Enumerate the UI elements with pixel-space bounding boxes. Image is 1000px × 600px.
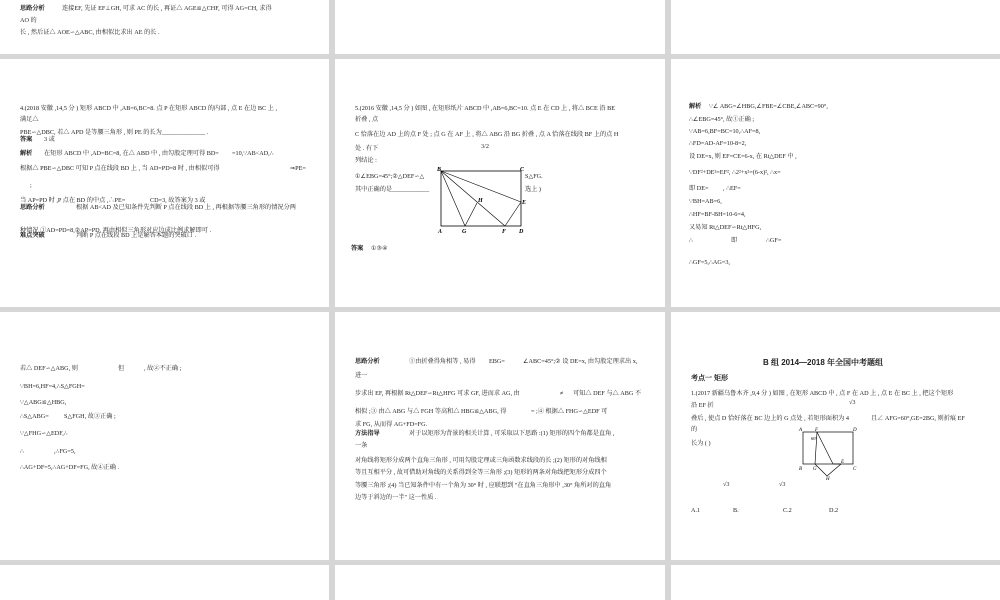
label-C: C <box>853 467 857 472</box>
analysis-text: ∵BH=AB=6, <box>689 198 722 205</box>
text-line: 长 , 然后证△ AOE∽△ABC, 由相似比求出 AE 的长 . <box>20 29 160 36</box>
analysis-text: ∴HF=BF-BH=10-6=4, <box>689 211 746 218</box>
question-text: √3 <box>849 399 856 406</box>
question-text: 其中正确的是____________ <box>355 186 430 193</box>
question-text: 列结论 : <box>355 157 377 164</box>
sqrt-symbol: √3 <box>779 481 786 488</box>
analysis-text: 又易知 Rt△DEF∽Rt△HFG, <box>689 224 762 231</box>
answer-label: 答案 <box>20 136 33 143</box>
method-text: 等且互相平分 , 故可借助对角线的关系得到全等三角形 ;(3) 矩形的两条对角线把矩形分成四个 <box>355 469 607 476</box>
analysis-label: 解析 <box>20 150 33 157</box>
page-4 <box>0 59 329 307</box>
analysis-text: 即 DE= <box>689 185 709 192</box>
analysis-text: ∵BH=6,HF=4,∴S△FGH= <box>20 383 85 390</box>
option-d: D.2 <box>829 507 839 514</box>
label-B: B <box>799 467 803 472</box>
question-text: 沿 EF 折 <box>691 402 714 409</box>
option-b: B. <box>733 507 739 514</box>
text-line: 连接EF, 先证 EF⊥GH, 可求 AC 的长 , 再证△ AGE≌△CHF, 可得 AG=CH, 求得 <box>62 5 272 12</box>
page-2 <box>335 0 665 54</box>
question-text: 长为 ( ) <box>691 440 711 447</box>
thought-text: = ;④ 根据△ FHG∽△EDF 可 <box>531 408 608 415</box>
fraction: 3/2 <box>481 143 489 150</box>
section-title: B 组 2014—2018 年全国中考题组 <box>763 358 884 367</box>
analysis-text: 当 AP=PD 时 ,P 点在 BD 的中点 ,∴PE= <box>20 197 126 204</box>
difficulty-text: 判断 P 点在线段 BD 上是解答本题的突破口 . <box>76 232 197 239</box>
method-text: 对角线将矩形分成两个直角三角形 , 可用勾股定理或三角函数求线段的长 ;(2) 矩形的对角线相 <box>355 457 607 464</box>
page-5 <box>335 59 665 307</box>
page-9 <box>671 312 1000 560</box>
analysis-text: ∵△ABG≌△HBG, <box>20 399 67 406</box>
label-A: A <box>799 428 803 433</box>
analysis-text: , 故②不正确 ; <box>144 365 182 372</box>
thought-text: ①由折叠得角相等 , 易得 <box>409 358 476 365</box>
answer-text: 3 或 <box>44 136 55 143</box>
label-E: E <box>522 200 527 206</box>
thought-text: EBG= <box>489 358 505 365</box>
analysis-text: 但 <box>118 365 125 372</box>
analysis-text: ∴AG+DF=5,∴AG+DF=FG, 故④正确 . <box>20 464 120 471</box>
method-text: 等腰三角形 ;(4) 当已知条件中有一个角为 30° 时 , 应联想到 "在直角三角形中 ,30° 角所对的直角 <box>355 482 612 489</box>
thought-text: 相似 ;③ 由△ ABG 与△ FGH 等高和△ HBG≌△ABG, 得 <box>355 408 507 415</box>
thought-text: 求 FG, 从而得 AG+FD=FG. <box>355 421 428 428</box>
method-text: 一条 <box>355 442 368 449</box>
analysis-text: S△FGH, 故③正确 ; <box>64 413 116 420</box>
analysis-text: ∴GF= <box>766 237 782 244</box>
page-7 <box>0 312 329 560</box>
rectangle-fold-diagram <box>797 424 867 480</box>
analysis-text: CD=3, 故答案为 3 或 <box>150 197 206 204</box>
page-3 <box>671 0 1000 54</box>
analysis-text: ∵AB=6,BF=BC=10,∴AF=8, <box>689 128 761 135</box>
analysis-text: , ∴EF= <box>723 185 741 192</box>
analysis-text: =10,∵AB<AD,∴ <box>232 150 274 157</box>
thought-text: 可知△ DEF 与△ ABG 不 <box>573 390 642 397</box>
question-text: 折叠 , 点 <box>355 116 379 123</box>
text-line: AO 的 <box>20 17 37 24</box>
question-text: 且∠ AFG=60°,GE=2BG, 则折痕 EF <box>871 415 965 422</box>
analysis-text: ∴ <box>20 448 24 455</box>
label-E: E <box>841 460 845 465</box>
thought-label: 思路分析 <box>20 204 45 211</box>
analysis-text: ∴ <box>689 237 693 244</box>
analysis-text: ∵△FHG∽△EDF,∴ <box>20 430 68 437</box>
thought-label: 思路分析 <box>355 358 380 365</box>
analysis-text: ∵∠ ABG=∠HBG,∠FBE=∠CBE,∠ABC=90°, <box>709 103 828 110</box>
label-C: C <box>520 167 525 173</box>
label-F: F <box>502 229 507 235</box>
page-10 <box>0 565 329 600</box>
label-G: G <box>462 229 467 235</box>
label-angle: 60° <box>811 436 818 441</box>
thought-text: 根据 AB<AD 及已知条件先判断 P 点在线段 BD 上 , 再根据等腰三角形的情况分两 <box>76 204 296 211</box>
analysis-text: ⇒PE= <box>290 165 306 172</box>
question-text: 5.(2016 安徽 ,14,5 分 ) 如图 , 在矩形纸片 ABCD 中 ,AB=6,BC=10. 点 E 在 CD 上 , 将△ BCE 沿 BE <box>355 105 615 112</box>
page-1 <box>0 0 329 54</box>
analysis-text: 设 DE=x, 则 EF=CE=6-x, 在 Rt△DEF 中 , <box>689 153 797 160</box>
analysis-text: ; <box>30 182 32 189</box>
question-text: 处 . 有下 <box>355 145 379 152</box>
question-text: PBE∽△DBC, 若△ APD 是等腰三角形 , 则 PE 的长为______________ . <box>20 129 209 136</box>
difficulty-label: 难点突破 <box>20 232 45 239</box>
page-6 <box>671 59 1000 307</box>
question-text: 满足△ <box>20 116 39 123</box>
answer-text: ①③④ <box>371 245 388 252</box>
method-text: 对于以矩形为背景的相关计算 , 可采取以下思路 :(1) 矩形的四个角都是直角 , <box>409 430 615 437</box>
thought-text: 进一 <box>355 372 368 379</box>
analysis-text: ∴∠EBG=45°, 故①正确 ; <box>689 116 755 123</box>
label-B: B <box>437 167 442 173</box>
question-text: 的 <box>691 426 698 433</box>
analysis-text: ∴FD=AD-AF=10-8=2, <box>689 140 747 147</box>
page-12 <box>671 565 1000 600</box>
label-H: H <box>826 477 830 480</box>
analysis-text: 在矩形 ABCD 中 ,AD=BC=8, 在△ ABD 中 , 由勾股定理可得 BD= <box>44 150 219 157</box>
thought-text: 步求出 EF, 再根据 Rt△DEF∽Rt△HFG 可求 GF, 进而求 AG, 由 <box>355 390 520 397</box>
question-text: S△FG. <box>525 173 543 180</box>
question-text: C 恰落在边 AD 上的点 F 处 ; 点 G 在 AF 上 , 将△ ABG 沿 BG 折叠 , 点 A 恰落在线段 BF 上的点 H <box>355 131 619 138</box>
question-text: ①∠EBG=45°;②△DEF∽△ <box>355 173 425 180</box>
thought-text: 种情况 ①AD=PD=8,②AP=PD, 再由相似三角形对应边成比例求解即可 . <box>20 227 211 234</box>
analysis-label: 解析 <box>689 103 702 110</box>
analysis-text: 即 <box>731 237 738 244</box>
page-8 <box>335 312 665 560</box>
thought-text: ≠ <box>560 390 564 397</box>
section-subtitle: 考点一 矩形 <box>691 375 728 382</box>
fold-diagram <box>435 165 545 235</box>
thought-text: ∠ABC=45°;② 设 DE=x, 由勾股定理求出 x, <box>523 358 638 365</box>
question-text: 叠后 , 使点 D 恰好落在 BC 边上的 G 点处 , 若矩形面积为 4 <box>691 415 849 422</box>
thought-label: 思路分析 <box>20 5 45 12</box>
label-D: D <box>519 229 524 235</box>
label-H: H <box>478 198 483 204</box>
analysis-text: ∴GF=5,∴AG=3, <box>689 259 730 266</box>
answer-label: 答案 <box>351 245 364 252</box>
label-G: G <box>813 467 817 472</box>
analysis-text: ,∴FG=5, <box>54 448 76 455</box>
method-text: 边等于斜边的一半" 这一性质 . <box>355 494 437 501</box>
question-text: 4.(2018 安徽 ,14,5 分 ) 矩形 ABCD 中 ,AB=6,BC=8. 点 P 在矩形 ABCD 的内部 , 点 E 在边 BC 上 , <box>20 105 278 112</box>
question-text: 1.(2017 新疆乌鲁木齐 ,9,4 分 ) 如图 , 在矩形 ABCD 中 , 点 F 在 AD 上 , 点 E 在 BC 上 , 把这个矩形 <box>691 390 954 397</box>
analysis-text: ∴S△ABG= <box>20 413 49 420</box>
option-c: C.2 <box>783 507 792 514</box>
label-F: F <box>815 428 819 433</box>
method-label: 方法指导 <box>355 430 380 437</box>
sqrt-symbol: √3 <box>723 481 730 488</box>
question-text: 选上 ) <box>525 186 541 193</box>
label-D: D <box>853 428 857 433</box>
page-11 <box>335 565 665 600</box>
option-a: A.1 <box>691 507 701 514</box>
analysis-text: ∵DF²+DE²=EF², ∴2²+x²=(6-x)², ∴x= <box>689 169 781 176</box>
label-A: A <box>438 229 443 235</box>
analysis-text: 若△ DEF∽△ABG, 则 <box>20 365 78 372</box>
analysis-text: 根据△ PBE∽△DBC 可知 P 点在线段 BD 上 , 当 AD=PD=8 时 , 由相似可得 <box>20 165 220 172</box>
